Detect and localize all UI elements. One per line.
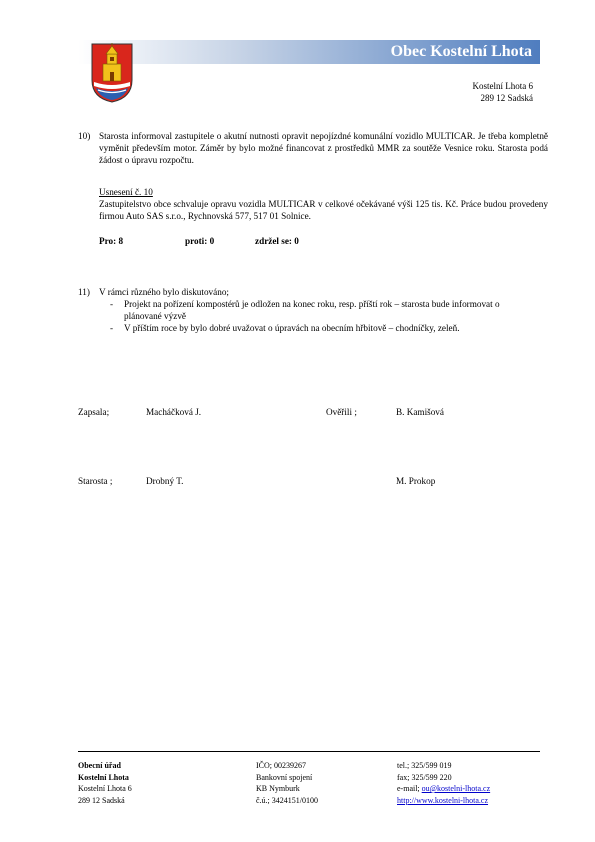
overili-label: Ověřili ;	[326, 407, 357, 417]
list-item: - V příštím roce by bylo dobré uvažovat o úpravách na obecním hřbitově – chodníčky, zeleň.	[110, 323, 460, 333]
website-link[interactable]: http://www.kostelni-lhota.cz	[397, 795, 489, 805]
item-number: 11)	[78, 287, 90, 297]
item-number: 10)	[78, 131, 91, 141]
resolution-block	[99, 186, 548, 222]
address-line1: Kostelní Lhota 6	[472, 81, 533, 91]
header-bar	[78, 40, 540, 64]
footer-bank: IČO; 00239267 Bankovní spojení KB Nymburk č.ú.; 3424151/0100	[256, 761, 318, 805]
email-link[interactable]: ou@kostelni-lhota.cz	[421, 784, 491, 793]
email-label: e-mail;	[397, 784, 422, 793]
footer-contact	[397, 760, 490, 806]
municipality-title: Obec Kostelní Lhota	[390, 43, 532, 60]
item-text: Starosta informoval zastupitele o akutní nutnosti opravit nepojízdné komunální vozidlo MULTICAR. Je třeba kompletně vyměnit především motor. Záměr by bylo možné financovat z prostředků MMR za soutěže Vesnice roku. Starosta podá žádost o úpravu rozpočtu.	[99, 131, 548, 165]
zapsala-name: Macháčková J.	[146, 407, 202, 417]
agenda-item-10	[78, 130, 548, 166]
vote-zdrzel: zdržel se: 0	[255, 236, 299, 246]
starosta-label: Starosta ;	[78, 476, 113, 486]
item-lead: V rámci různého bylo diskutováno;	[99, 287, 229, 297]
bullet-list	[112, 298, 548, 334]
resolution-text: Zastupitelstvo obce schvaluje opravu vozidla MULTICAR v celkové očekávané výši 125 tis. Kč. Práce budou provedeny firmou Auto SAS s.r.o., Rychnovská 577, 517 01 Solnice.	[99, 199, 548, 221]
coat-of-arms-logo	[90, 42, 134, 104]
overili-name: B. Kamišová	[396, 407, 444, 417]
address-line2: 289 12 Sadská	[480, 93, 533, 103]
resolution-title: Usnesení č. 10	[99, 187, 153, 197]
vote-pro: Pro: 8	[99, 236, 124, 246]
footer-office: Obecní úřad Kostelní Lhota Kostelní Lhota 6 289 12 Sadská	[78, 761, 132, 805]
agenda-item-11	[78, 286, 548, 334]
second-verifier-name: M. Prokop	[396, 476, 436, 486]
address-block	[473, 80, 534, 104]
footer-phone: tel.; 325/599 019	[397, 761, 452, 770]
starosta-name: Drobný T.	[146, 476, 184, 486]
zapsala-label: Zapsala;	[78, 407, 110, 417]
footer-divider	[78, 751, 540, 752]
list-item: - Projekt na pořízení kompostérů je odložen na konec roku, resp. příští rok – starosta bude informovat o plánované výzvě	[110, 299, 500, 321]
footer-fax: fax; 325/599 220	[397, 772, 452, 782]
vote-proti: proti: 0	[185, 236, 215, 246]
